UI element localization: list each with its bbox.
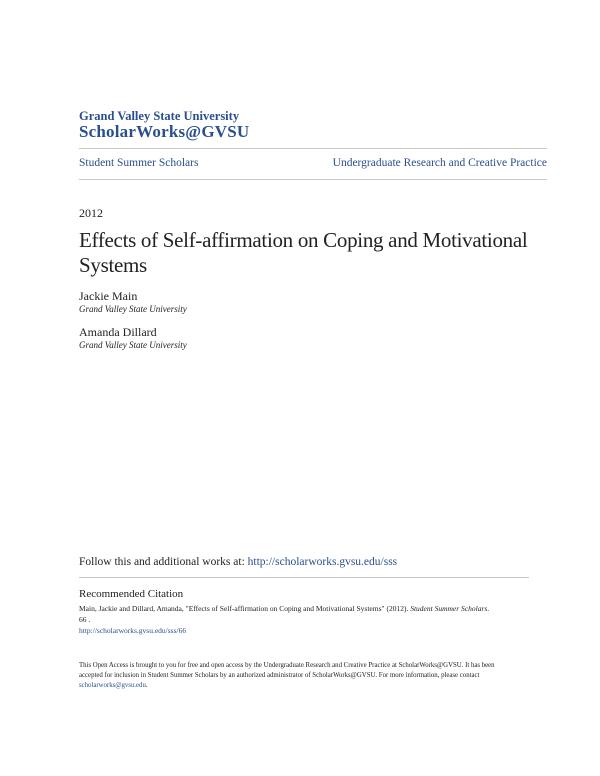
follow-url-link[interactable]: http://scholarworks.gvsu.edu/sss xyxy=(247,556,398,568)
citation-text: Main, Jackie and Dillard, Amanda, "Effects of Self-affirmation on Coping and Motivational Systems" (2012). xyxy=(79,604,409,613)
collection-link[interactable]: Undergraduate Research and Creative Practice xyxy=(332,157,547,169)
author-affiliation: Grand Valley State University xyxy=(79,304,187,314)
author-affiliation: Grand Valley State University xyxy=(79,340,187,350)
citation-series: Student Summer Scholars xyxy=(410,604,488,613)
series-link[interactable]: Student Summer Scholars xyxy=(79,157,199,169)
follow-text: Follow this and additional works at: xyxy=(79,556,245,568)
citation-number: 66 . xyxy=(79,615,91,624)
author-name: Amanda Dillard xyxy=(79,325,157,339)
citation-heading: Recommended Citation xyxy=(79,588,184,600)
repository-name[interactable]: ScholarWorks@GVSU xyxy=(79,122,250,141)
open-access-text: This Open Access is brought to you for free and open access by the Undergraduate Research and Creative Practice at ScholarWorks@GVSU. It has been accepted for inclusion in Student Summer Scholars by an authorized administrator of ScholarWorks@GVSU. For more information, please contact xyxy=(79,662,495,679)
university-name: Grand Valley State University xyxy=(79,109,240,123)
nav-divider xyxy=(79,179,547,180)
contact-email-link[interactable]: scholarworks@gvsu.edu xyxy=(79,682,146,689)
publication-year: 2012 xyxy=(79,206,103,220)
top-divider xyxy=(79,148,547,149)
citation-block: Main, Jackie and Dillard, Amanda, "Effects of Self-affirmation on Coping and Motivational Systems" (2012). Student Summer Scholars. 66 . http://scholarworks.gvsu.edu/sss/66 xyxy=(79,604,490,635)
author-name: Jackie Main xyxy=(79,289,138,303)
follow-line xyxy=(79,556,397,568)
citation-divider xyxy=(79,577,529,578)
open-access-notice: This Open Access is brought to you for free and open access by the Undergraduate Research and Creative Practice at ScholarWorks@GVSU. It has been accepted for inclusion in Student Summer Scholars by an authorized administrator of ScholarWorks@GVSU. For more information, please contact scholarworks@gvsu.edu. xyxy=(79,662,495,689)
paper-title: Effects of Self-affirmation on Coping and Motivational Systems xyxy=(79,228,528,277)
citation-url-link[interactable]: http://scholarworks.gvsu.edu/sss/66 xyxy=(79,626,187,635)
